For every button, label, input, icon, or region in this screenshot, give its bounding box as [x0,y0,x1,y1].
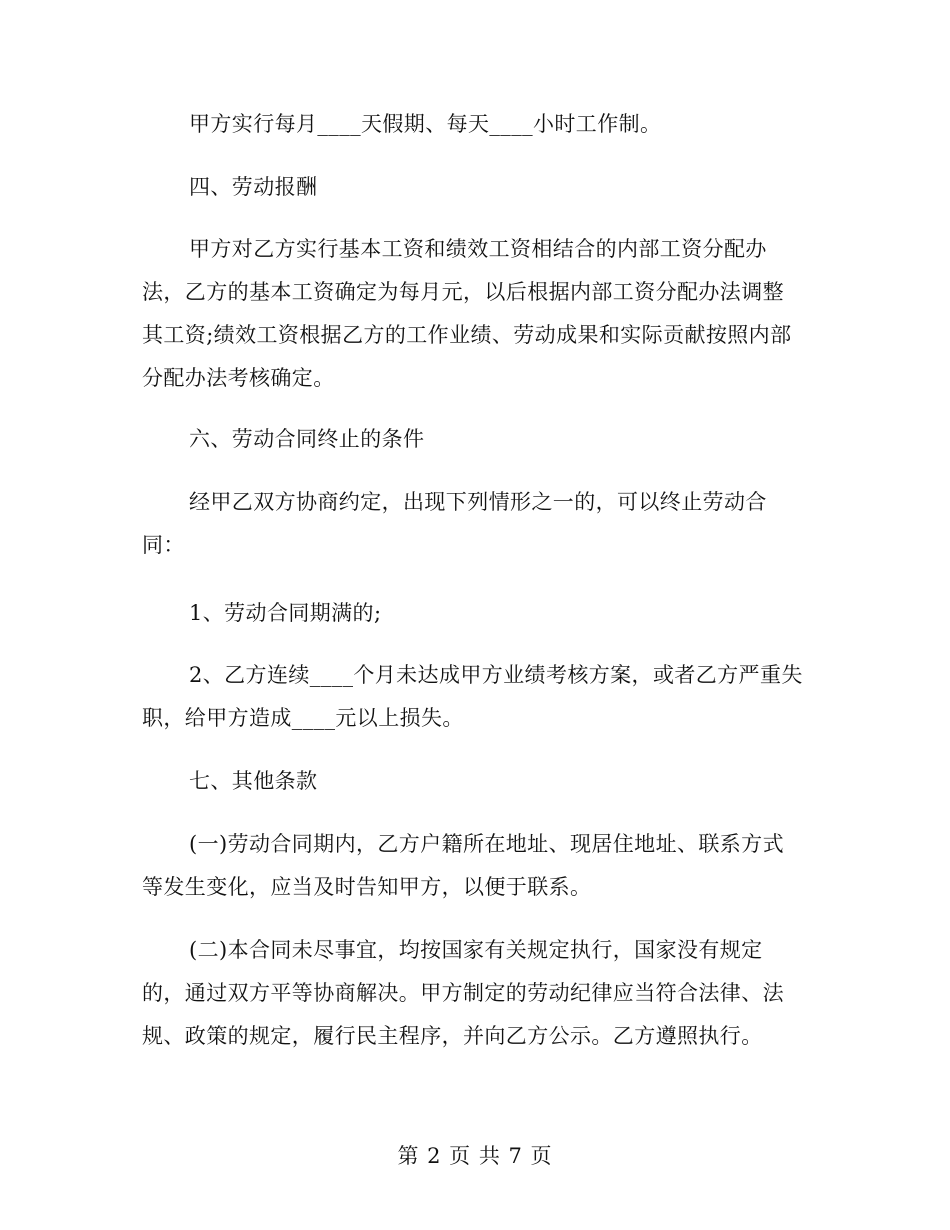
paragraph-line: 其工资;绩效工资根据乙方的工作业绩、劳动成果和实际贡献按照内部 [142,323,792,347]
heading-text: 七、其他条款 [189,769,318,793]
paragraph-line: 职，给甲方造成____元以上损失。 [142,706,464,730]
paragraph-line: 的，通过双方平等协商解决。甲方制定的劳动纪律应当符合法律、法 [142,981,784,1005]
list-item-1 [142,592,812,635]
section-heading-termination [142,418,812,461]
paragraph-line: 甲方对乙方实行基本工资和绩效工资相结合的内部工资分配办 [189,237,767,261]
page-number-footer: 第 2 页 共 7 页 [397,1144,553,1168]
clause-1 [142,823,812,909]
paragraph-line: 2、乙方连续____个月未达成甲方业绩考核方案，或者乙方严重失 [189,663,803,687]
paragraph-line: (二)本合同未尽事宜，均按国家有关规定执行，国家没有规定 [189,938,763,962]
clause-2 [142,929,812,1058]
paragraph-line: (一)劳动合同期内，乙方户籍所在地址、现居住地址、联系方式 [189,832,784,856]
paragraph-line: 分配办法考核确定。 [142,366,335,390]
section-heading-remuneration [142,166,812,209]
paragraph-line: 经甲乙双方协商约定，出现下列情形之一的，可以终止劳动合 [189,490,767,514]
paragraph-termination-intro [142,481,812,567]
heading-text: 四、劳动报酬 [189,175,318,199]
paragraph-line: 规、政策的规定，履行民主程序，并向乙方公示。乙方遵照执行。 [142,1024,763,1048]
heading-text: 六、劳动合同终止的条件 [189,427,425,451]
paragraph-line: 法，乙方的基本工资确定为每月元，以后根据内部工资分配办法调整 [142,280,784,304]
paragraph-line: 同： [142,533,185,557]
paragraph-line: 甲方实行每月____天假期、每天____小时工作制。 [189,112,662,136]
list-item-2 [142,654,812,740]
paragraph-salary [142,228,812,400]
paragraph-line: 1、劳动合同期满的; [189,601,382,625]
paragraph-work-hours [142,103,812,146]
section-heading-other-terms [142,760,812,803]
paragraph-line: 等发生变化，应当及时告知甲方，以便于联系。 [142,875,592,899]
